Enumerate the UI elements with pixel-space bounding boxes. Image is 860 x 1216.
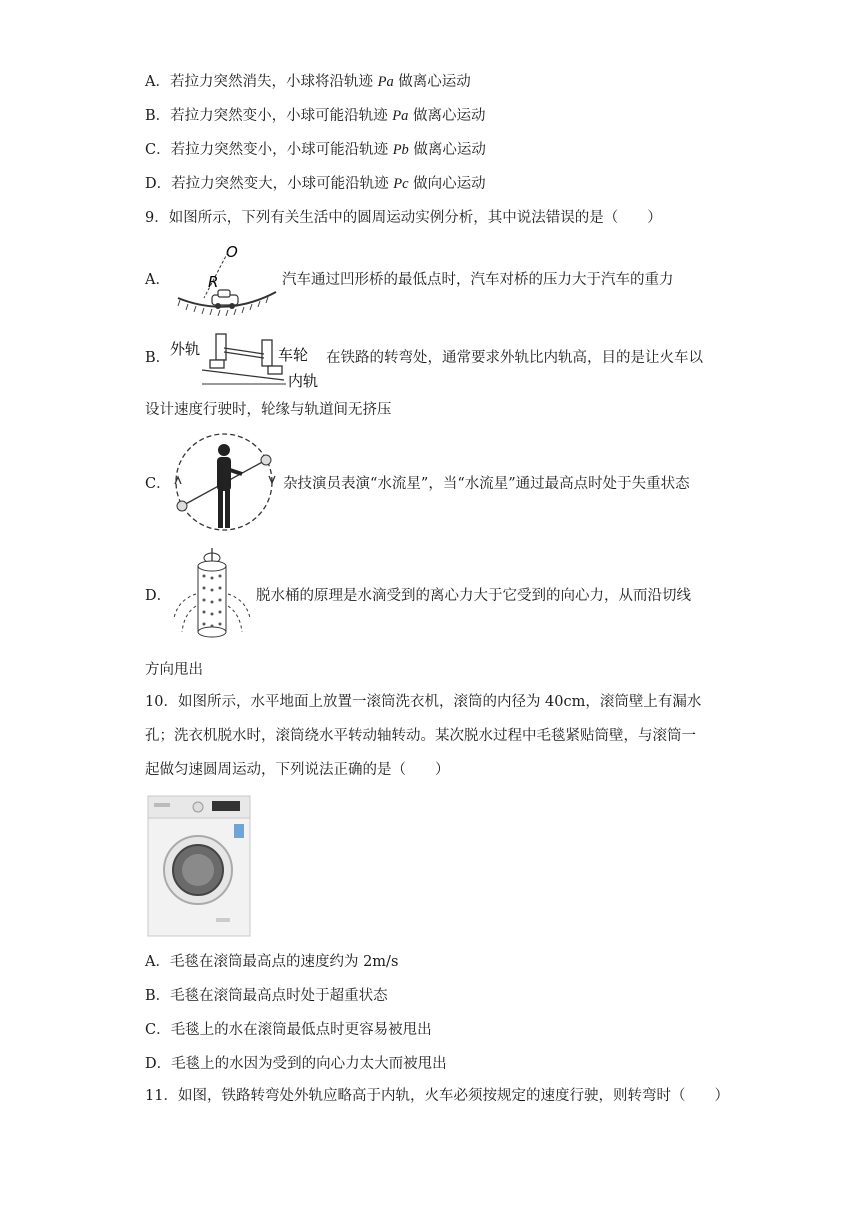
- railway-track-figure: [168, 326, 324, 390]
- q9-option-b-continued: 设计速度行驶时，轮缘与轨道间无挤压: [145, 402, 392, 418]
- point-o-label: O: [226, 243, 238, 261]
- q9-stem: 9．如图所示，下列有关生活中的圆周运动实例分析，其中说法错误的是（ ）: [145, 210, 662, 226]
- q11-stem: 11．如图，铁路转弯处外轨应略高于内轨，火车必须按规定的速度行驶，则转弯时（ ）: [145, 1088, 729, 1104]
- q8-option-b-var: Pa: [392, 108, 409, 124]
- q10-option-d: D．毛毯上的水因为受到的向心力太大而被甩出: [145, 1056, 447, 1072]
- washing-machine-figure: [146, 794, 252, 939]
- q10-stem-line1: 10．如图所示，水平地面上放置一滚筒洗衣机，滚筒的内径为 40cm，滚筒壁上有漏水: [145, 694, 702, 710]
- q10-stem-line3: 起做匀速圆周运动，下列说法正确的是（ ）: [145, 762, 450, 778]
- outer-rail-label: 外轨: [170, 340, 201, 358]
- q8-option-d-text: D．若拉力突然变大，小球可能沿轨迹: [145, 176, 394, 192]
- display-panel: [212, 801, 240, 811]
- q9-option-b-text: 在铁路的转弯处，通常要求外轨比内轨高，目的是让火车以: [326, 350, 703, 366]
- filter-cover: [216, 918, 230, 922]
- dial-knob: [193, 802, 203, 812]
- q8-option-a-text: A．若拉力突然消失，小球将沿轨迹: [145, 74, 378, 90]
- inner-rail-label: 内轨: [288, 372, 319, 390]
- performer-figure: [217, 444, 242, 528]
- q8-option-d: [145, 174, 486, 194]
- q8-option-a-post: 做离心运动: [393, 74, 471, 90]
- axle-and-wheels: [210, 334, 282, 374]
- q8-option-c-var: Pb: [392, 142, 409, 158]
- q10-stem-line2: 孔；洗衣机脱水时，滚筒绕水平转动轴转动。某次脱水过程中毛毯紧贴筒壁，与滚筒一: [145, 728, 696, 744]
- q10-option-c: C．毛毯上的水在滚筒最低点时更容易被甩出: [145, 1022, 432, 1038]
- q8-option-b: [145, 106, 485, 126]
- drum-cylinder: [198, 561, 226, 637]
- q8-option-a-var: Pa: [377, 74, 394, 90]
- q9-option-b-label: B．: [145, 350, 171, 366]
- spin-dryer-figure: [170, 544, 256, 644]
- q9-option-c-label: C．: [145, 476, 171, 492]
- q9-option-d-continued: 方向甩出: [145, 662, 203, 678]
- wheel-label: 车轮: [278, 346, 309, 364]
- q8-option-b-post: 做离心运动: [408, 108, 486, 124]
- radius-r-label: R: [208, 273, 219, 291]
- cup-bottom: [177, 501, 187, 511]
- q8-option-c: [145, 140, 486, 160]
- q9-option-d-label: D．: [145, 588, 172, 604]
- q9-option-d-text: 脱水桶的原理是水滴受到的离心力大于它受到的向心力，从而沿切线: [256, 588, 691, 604]
- q8-option-c-text: C．若拉力突然变小，小球可能沿轨迹: [145, 142, 393, 158]
- water-meteor-figure: [168, 430, 282, 534]
- q8-option-a: [145, 72, 471, 92]
- q8-option-b-text: B．若拉力突然变小，小球可能沿轨迹: [145, 108, 393, 124]
- concave-bridge-figure: [172, 240, 280, 318]
- brand-strip: [154, 803, 170, 807]
- q9-option-c-text: 杂技演员表演“水流星”，当“水流星”通过最高点时处于失重状态: [283, 476, 690, 492]
- q9-option-a-text: 汽车通过凹形桥的最低点时，汽车对桥的压力大于汽车的重力: [282, 272, 674, 288]
- q10-option-b: B．毛毯在滚筒最高点时处于超重状态: [145, 988, 388, 1004]
- cup-top: [261, 455, 271, 465]
- q8-option-d-post: 做向心运动: [408, 176, 486, 192]
- q8-option-c-post: 做离心运动: [408, 142, 486, 158]
- energy-label: [234, 824, 244, 838]
- drum-inside: [182, 854, 214, 886]
- q8-option-d-var: Pc: [393, 176, 409, 192]
- q9-option-a-label: A．: [145, 272, 170, 288]
- q10-option-a: A．毛毯在滚筒最高点的速度约为 2m/s: [145, 954, 399, 970]
